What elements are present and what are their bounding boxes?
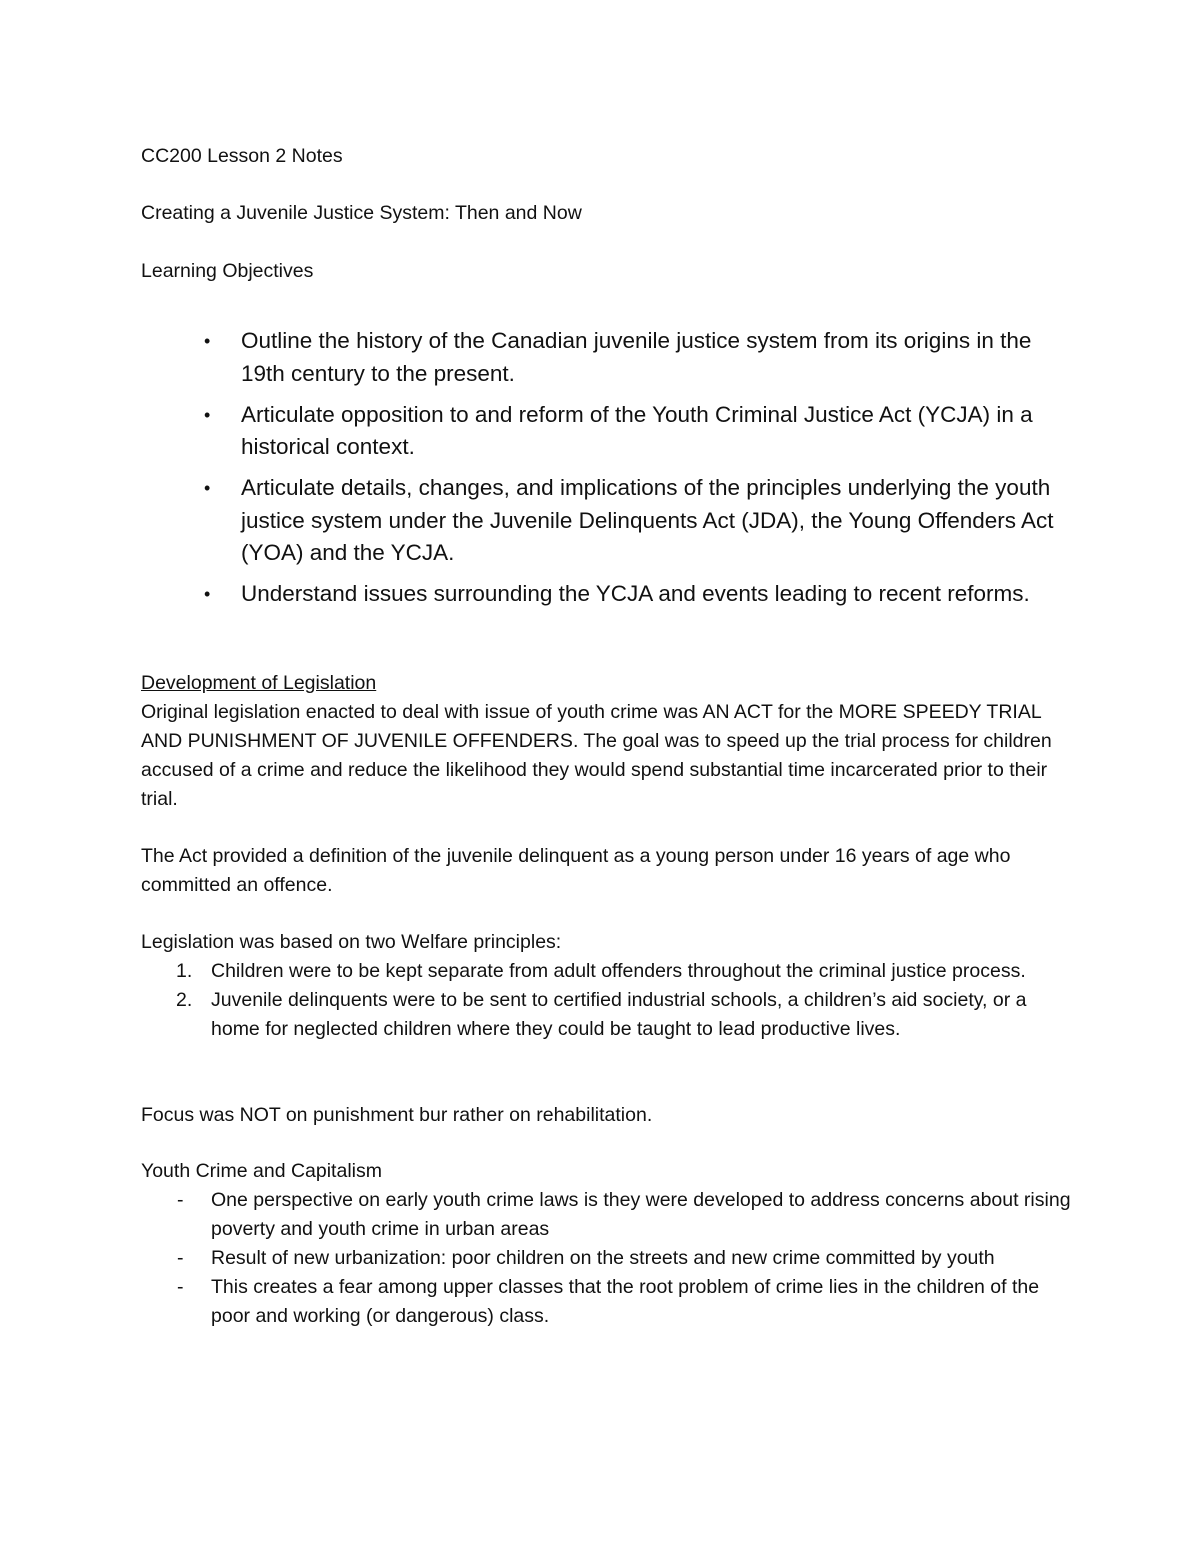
- capitalism-point-text: This creates a fear among upper classes that the root problem of crime lies in the children of the poor and working (or dangerous) class.: [211, 1276, 1040, 1327]
- bullet-icon: •: [204, 584, 211, 604]
- objective-text: Articulate opposition to and reform of the Youth Criminal Justice Act (YCJA) in a historical context.: [241, 401, 1033, 459]
- bullet-icon: •: [204, 478, 211, 498]
- capitalism-point-text: One perspective on early youth crime laws is they were developed to address concerns about rising poverty and youth crime in urban areas: [211, 1189, 1071, 1240]
- objective-text: Articulate details, changes, and implications of the principles underlying the youth justice system under the Juvenile Delinquents Act (JDA), the Young Offenders Act (YOA) and the YCJA.: [241, 475, 1054, 565]
- section-heading-capitalism: Youth Crime and Capitalism: [141, 1160, 382, 1182]
- list-number: 1.: [176, 960, 193, 982]
- list-item: [141, 986, 1071, 1044]
- list-item: [141, 1186, 1071, 1244]
- capitalism-list: [141, 1186, 1071, 1331]
- capitalism-point-text: Result of new urbanization: poor children on the streets and new crime committed by youth: [211, 1247, 995, 1269]
- principle-text: Children were to be kept separate from adult offenders throughout the criminal justice process.: [211, 960, 1026, 982]
- principles-intro: Legislation was based on two Welfare principles:: [141, 931, 562, 953]
- list-item: [141, 957, 1071, 986]
- page-subtitle: Creating a Juvenile Justice System: Then and Now: [141, 202, 582, 224]
- bullet-icon: •: [204, 331, 211, 351]
- development-paragraph-1: Original legislation enacted to deal with issue of youth crime was AN ACT for the MORE SPEEDY TRIAL AND PUNISHMENT OF JUVENILE OFFENDERS. The goal was to speed up the trial process for children accused of a crime and reduce the likelihood they would spend substantial time incarcerated prior to their trial.: [141, 701, 1052, 810]
- principle-text: Juvenile delinquents were to be sent to certified industrial schools, a children’s aid society, or a home for neglected children where they could be taught to lead productive lives.: [211, 989, 1027, 1040]
- list-item: [200, 325, 1080, 390]
- objectives-heading: Learning Objectives: [141, 260, 314, 282]
- objective-text: Understand issues surrounding the YCJA and events leading to recent reforms.: [241, 581, 1030, 606]
- dash-icon: -: [177, 1189, 184, 1211]
- dash-icon: -: [177, 1276, 184, 1298]
- list-item: [141, 1273, 1071, 1331]
- bullet-icon: •: [204, 404, 211, 425]
- section-heading-development: Development of Legislation: [141, 672, 377, 694]
- list-item: [200, 472, 1080, 570]
- development-paragraph-2: The Act provided a definition of the juvenile delinquent as a young person under 16 years of age who committed an offence.: [141, 845, 1011, 896]
- page-title: CC200 Lesson 2 Notes: [141, 145, 343, 167]
- list-item: [141, 1244, 1071, 1273]
- objectives-list: [200, 325, 1080, 619]
- dash-icon: -: [177, 1247, 184, 1269]
- focus-line: Focus was NOT on punishment bur rather on rehabilitation.: [141, 1104, 653, 1126]
- objective-text: Outline the history of the Canadian juvenile justice system from its origins in the 19th century to the present.: [241, 328, 1032, 386]
- principles-list: [141, 957, 1071, 1044]
- list-item: [200, 399, 1080, 464]
- list-item: [200, 578, 1080, 611]
- list-number: 2.: [176, 989, 193, 1011]
